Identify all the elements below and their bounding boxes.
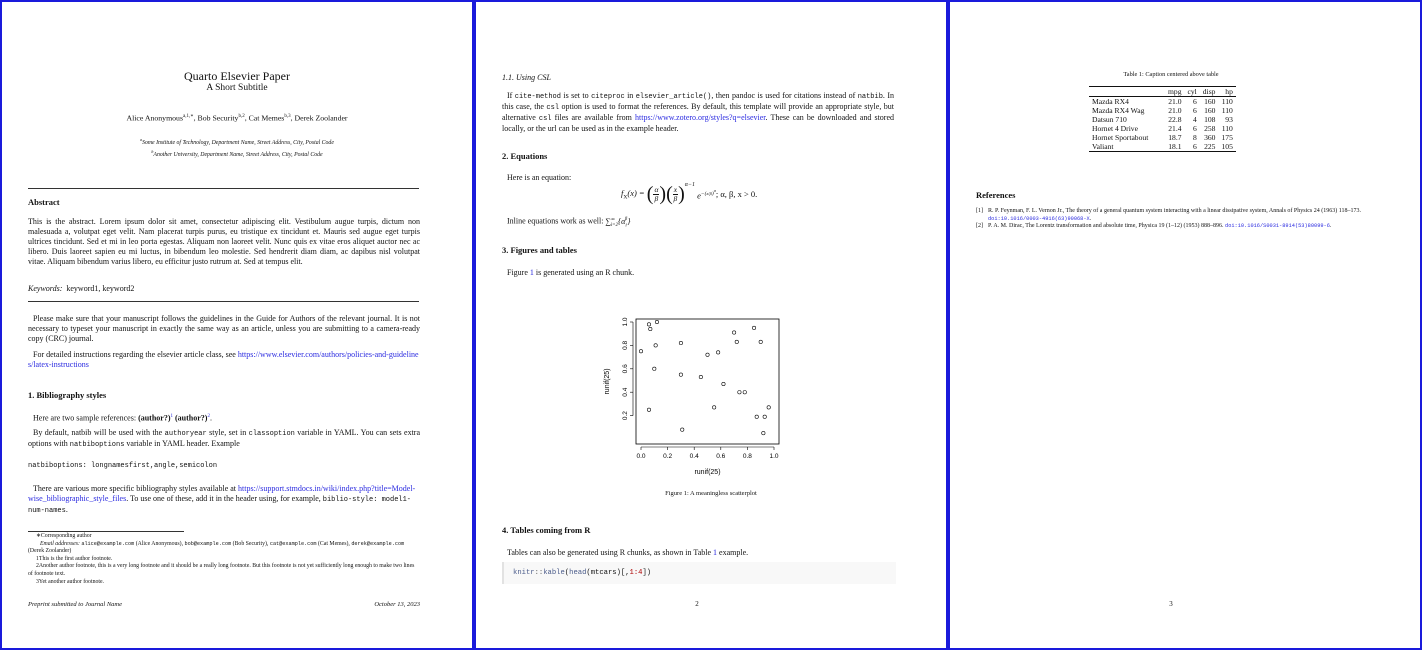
y-tick-label: 0.2	[622, 411, 629, 421]
page-number-3: 3	[1169, 600, 1173, 608]
intro-paragraph: Please make sure that your manuscript follows the guidelines in the Guide for Authors of the relevant journal. It is not necessary to typeset your manuscript in exactly the same way as an article, unless you are submitting to a camera-ready copy (CRC) journal.	[28, 314, 420, 343]
reference-1-text: R. P. Feynman, F. L. Vernon Jr., The theory of a general quantum system interacting with a linear dissipative system, Annals of Physics 24 (1963) 118–173.	[988, 208, 1362, 214]
paper-subtitle: A Short Subtitle	[206, 83, 268, 93]
footnote-emails	[28, 541, 420, 556]
csl-text-b: is set to	[560, 91, 592, 100]
code-csl-2: csl	[538, 115, 552, 123]
author-3: , Cat Memes	[244, 113, 285, 123]
table-header-cell: hp	[1225, 87, 1233, 96]
email-alice: alice@example.com	[81, 540, 135, 547]
table-header-cell: cyl	[1187, 87, 1197, 96]
csl-text-g: files are available from	[551, 113, 636, 122]
table-cell: 258	[1204, 124, 1216, 133]
reference-1-number: [1]	[976, 208, 983, 214]
inline-equation-text: Inline equations work as well:	[507, 216, 606, 226]
code-paren: (	[564, 569, 570, 577]
table-header-row	[1089, 87, 1236, 97]
mtcars-table-wrap	[1089, 86, 1236, 152]
table-row	[1089, 106, 1236, 115]
citation-2[interactable]: (author?)	[175, 413, 208, 423]
page-2	[474, 0, 948, 650]
abstract-text: This is the abstract. Lorem ipsum dolor sit amet, consectetur adipiscing elit. Vestibulum augue turpis, dictum non malesuada a, volutpat eget velit. Nam placerat turpis purus, eu tristique ex tincidunt et. Mauris sed augue eget turpis ultrices tincidunt. Sed et mi in leo porta egestas. Aliquam non laoreet velit. Nunc quis ex vitae eros aliquet auctor nec ac libero. Duis laoreet sapien eu mi luctus, in bibendum leo molestie. Sed hendrerit diam diam, ac dapibus nisl volutpat vitae. Aliquam bibendum varius libero, eu efficitur justo rutrum at. Sed at tempus elit.	[28, 217, 420, 266]
scatter-point	[735, 340, 738, 343]
csl-text-d: , then pandoc is used for citations instead of	[711, 91, 858, 100]
reference-list	[976, 208, 1372, 231]
scatter-point	[755, 415, 758, 418]
scatter-point	[699, 375, 702, 378]
natbib-text-a: By default, natbib will be used with the	[33, 428, 165, 437]
author-2-marks: b,2	[238, 114, 245, 119]
email-label: Email addresses:	[40, 540, 82, 547]
scatter-point	[649, 327, 652, 330]
affiliation-b	[2, 149, 472, 158]
reference-1	[976, 208, 1372, 223]
data-points	[639, 320, 770, 435]
inline-equation: $\sum^\infty_{i=2}\{\alpha_i^\beta\}$	[605, 216, 631, 229]
natbiboptions-code-block: natbiboptions: longnamesfirst,angle,semicolon	[28, 462, 218, 470]
paper-title: Quarto Elsevier Paper	[184, 69, 290, 83]
footnote-2: 2Another author footnote, this is a very long footnote and it should be a really long footnote. But this footnote is not yet sufficiently long enough to make two lines of footnote text.	[28, 563, 415, 577]
x-tick-label: 0.2	[663, 453, 673, 460]
table-cell: 18.1	[1168, 142, 1182, 151]
display-equation	[621, 180, 757, 208]
table-cell: 4	[1193, 115, 1197, 124]
email-bob-name: (Bob Security),	[231, 540, 270, 547]
code-range: 1:4	[629, 569, 643, 577]
footnote-3: 3Yet another author footnote.	[36, 578, 104, 585]
subsection-1-1-heading: 1.1. Using CSL	[502, 73, 551, 82]
affiliation-a	[2, 137, 472, 146]
footnote-rule	[28, 531, 184, 532]
code-kable: kable	[543, 569, 565, 577]
author-1-marks: a,1,∗	[182, 114, 194, 119]
abstract-bottom-rule	[28, 301, 419, 302]
code-knitr: knitr	[513, 569, 535, 577]
table-cell: 110	[1221, 124, 1233, 133]
code-citeproc: citeproc	[591, 93, 625, 101]
table-cell: 6	[1193, 124, 1197, 133]
page-number-2: 2	[695, 600, 699, 608]
reference-1-body: R. P. Feynman, F. L. Vernon Jr., The theory of a general quantum system interacting with a linear dissipative system, Annals of Physics 24 (1963) 118–173. doi:10.1016/0003-4916(63)90068-X.	[988, 208, 1362, 222]
code-cite-method: cite-method	[514, 93, 561, 101]
code-natbiboptions: natbiboptions	[69, 441, 125, 449]
reference-2-number: [2]	[976, 223, 983, 230]
r-code-block	[502, 562, 896, 584]
biblio-text-a: There are various more specific bibliography styles available at	[33, 484, 239, 493]
natbib-text-c: variable in YAML. You can sets extra options with	[28, 428, 421, 448]
table-cell: 18.7	[1168, 133, 1182, 142]
table-cell: 6	[1193, 142, 1197, 151]
sample-references-text: Here are two sample references:	[33, 413, 139, 423]
page-1	[0, 0, 474, 650]
biblio-styles-paragraph	[28, 484, 420, 516]
code-head: head	[569, 569, 587, 577]
x-axis	[636, 447, 778, 460]
email-derek: derek@example.com	[351, 540, 405, 547]
natbib-paragraph	[28, 428, 420, 450]
table-cell: Mazda RX4	[1092, 97, 1129, 106]
y-axis-label: runif(25)	[604, 368, 611, 395]
code-arg: (mtcars)[,	[586, 569, 630, 577]
eq-paren-close-2: )	[678, 182, 685, 205]
footnotes	[28, 533, 420, 586]
author-3-marks: b,3	[284, 114, 291, 119]
scatter-point	[762, 431, 765, 434]
csl-text-h: . These can be downloaded and stored locally, or the url can be used as in the example header.	[502, 113, 895, 133]
x-tick-label: 1.0	[769, 453, 779, 460]
equation-intro: Here is an equation:	[507, 173, 572, 182]
table-cell: Valiant	[1092, 142, 1114, 151]
y-tick-label: 0.6	[622, 364, 629, 374]
instructions-text: For detailed instructions regarding the elsevier article class, see	[33, 350, 238, 359]
table-cell: 360	[1204, 133, 1216, 142]
eq-exponent: α−1	[684, 182, 695, 188]
instructions-paragraph	[28, 350, 420, 370]
keywords	[28, 284, 134, 294]
scatter-point	[767, 406, 770, 409]
biblio-text-b: . To use one of these, add it in the header using, for example,	[126, 494, 323, 503]
scatter-point	[653, 367, 656, 370]
table-cell: 225	[1204, 142, 1216, 151]
table-row	[1089, 115, 1236, 124]
scatter-point	[639, 350, 642, 353]
scatter-point	[732, 331, 735, 334]
table-cell: Hornet Sportabout	[1092, 133, 1149, 142]
scatter-point	[716, 351, 719, 354]
y-tick-label: 1.0	[622, 317, 629, 327]
x-tick-label: 0.8	[742, 453, 752, 460]
scatter-point	[647, 323, 650, 326]
x-tick-label: 0.0	[636, 453, 646, 460]
scatter-point	[679, 341, 682, 344]
scatter-point	[706, 353, 709, 356]
references-heading: References	[976, 190, 1016, 200]
code-csl: csl	[546, 104, 560, 112]
reference-2-text: P. A. M. Dirac, The Lorentz transformation and absolute time, Physica 19 (1–12) (1953) 888–896.	[988, 223, 1226, 230]
table-cell: 8	[1193, 133, 1197, 142]
table-cell: Mazda RX4 Wag	[1092, 106, 1145, 115]
csl-text-e: . In this case, the	[502, 91, 894, 111]
code-elsevier-article: elsevier_article()	[635, 93, 712, 101]
table-cell: 6	[1193, 97, 1197, 106]
scatter-point	[655, 320, 658, 323]
table-header-cell: mpg	[1168, 87, 1182, 96]
elsevier-instructions-link[interactable]: https://www.elsevier.com/authors/policies-and-guidelines/latex-instructions	[28, 350, 419, 369]
table-caption: Table 1: Caption centered above table	[1123, 71, 1219, 78]
y-axis	[622, 317, 633, 420]
figure-caption: Figure 1: A meaningless scatterplot	[665, 490, 757, 497]
table-cell: 108	[1204, 115, 1216, 124]
scatter-point	[654, 344, 657, 347]
table-cell: 105	[1221, 142, 1233, 151]
email-derek-name: (Derek Zoolander)	[28, 548, 72, 555]
code-authoryear: authoryear	[164, 430, 207, 438]
eq-frac-alpha-beta: α β	[654, 184, 659, 203]
figure-1-link[interactable]: 1	[529, 268, 534, 277]
table-row	[1089, 133, 1236, 142]
scatter-point	[679, 373, 682, 376]
citation-1-number[interactable]: 1	[170, 414, 174, 419]
footnote-1: 1This is the first author footnote.	[36, 555, 113, 562]
csl-paragraph	[502, 91, 894, 134]
code-namespace-op: ::	[534, 569, 544, 577]
y-tick-label: 0.8	[622, 340, 629, 350]
email-cat-name: (Cat Memes),	[316, 540, 352, 547]
citation-1[interactable]: (author?)	[138, 413, 171, 423]
code-natbib: natbib	[857, 93, 883, 101]
scatterplot	[596, 307, 796, 482]
scatter-point	[743, 391, 746, 394]
natbib-text-b: style, set in	[206, 428, 249, 437]
eq-paren-open-2: (	[666, 182, 673, 205]
author-2: , Bob Security	[193, 113, 239, 123]
abstract-top-rule	[28, 188, 419, 189]
section-2-heading: 2. Equations	[502, 151, 548, 161]
author-list	[2, 113, 472, 123]
table-cell: Datsun 710	[1092, 115, 1127, 124]
table-cell: 21.4	[1168, 124, 1182, 133]
figure-reference-line	[507, 268, 634, 278]
citation-2-number[interactable]: 2	[207, 414, 210, 419]
csl-text-f: option is used to format the references. By default, this template will provide an appropriate style, but alternative	[502, 102, 894, 122]
eq-tail: ; α, β, x > 0.	[715, 189, 758, 199]
table-cell: 175	[1221, 133, 1233, 142]
table-header-cell: disp	[1202, 87, 1216, 96]
email-alice-name: (Alice Anonymous),	[134, 540, 185, 547]
section-4-heading: 4. Tables coming from R	[502, 525, 591, 535]
affiliation-b-text: Another University, Department Name, Street Address, City, Postal Code	[153, 151, 323, 158]
section-1-heading: 1. Bibliography styles	[28, 390, 107, 400]
eq-paren-open-1: (	[646, 182, 654, 205]
scatter-point	[681, 428, 684, 431]
affiliation-b-mark: b	[151, 149, 154, 154]
abstract-heading: Abstract	[28, 197, 60, 207]
footer-journal: Preprint submitted to Journal Name	[28, 601, 123, 608]
figure-ref-text-a: Figure	[507, 268, 530, 277]
page-3	[948, 0, 1422, 650]
keywords-value: keyword1, keyword2	[66, 284, 135, 293]
reference-2-doi[interactable]: doi:10.1016/S0031-8914(53)80099-6	[1225, 223, 1330, 230]
biblio-text-c: .	[65, 505, 68, 514]
footnote-corresponding: ∗Corresponding author	[36, 533, 92, 539]
code-classoption: classoption	[248, 430, 295, 438]
table-cell: 21.0	[1168, 106, 1182, 115]
code-close: ])	[642, 569, 652, 577]
table-cell: Hornet 4 Drive	[1092, 124, 1138, 133]
table-reference-line	[507, 548, 748, 558]
x-tick-label: 0.4	[689, 453, 699, 460]
stmdocs-link[interactable]: https://support.stmdocs.in/wiki/index.php?title=Model-wise_bibliographic_style_files	[28, 484, 416, 503]
natbib-text-d: variable in YAML header. Example	[124, 439, 240, 448]
email-cat: cat@example.com	[269, 540, 317, 547]
author-4: , Derek Zoolander	[290, 113, 348, 123]
table-header-cell	[1089, 87, 1165, 97]
email-bob: bob@example.com	[184, 540, 232, 547]
table-cell: 110	[1221, 97, 1233, 106]
table-cell: 160	[1204, 97, 1216, 106]
x-tick-label: 0.6	[716, 453, 726, 460]
table-ref-text-a: Tables can also be generated using R chunks, as shown in Table	[507, 548, 714, 557]
reference-2-body: P. A. M. Dirac, The Lorentz transformation and absolute time, Physica 19 (1–12) (1953) 888–896. doi:10.1016/S0031-8914(53)80099-6.	[988, 223, 1332, 230]
author-1: Alice Anonymous	[126, 113, 183, 123]
table-cell: 110	[1221, 106, 1233, 115]
table-1-link[interactable]: 1	[713, 548, 718, 557]
table-cell: 22.8	[1168, 115, 1182, 124]
scatter-point	[738, 391, 741, 394]
r-code-line	[513, 569, 651, 577]
eq-lhs: $f_X(x)$ =	[621, 187, 647, 201]
sample-references-line: Here are two sample references: (author?)$^1$ (author?)$^2$.	[33, 413, 212, 423]
table-row	[1089, 142, 1236, 151]
csl-text-c: in	[624, 91, 636, 100]
eq-exp: $e^{-(x/\beta)^\alpha}$	[694, 187, 716, 201]
csl-text-a: If	[507, 91, 515, 100]
affiliation-a-text: Some Institute of Technology, Department Name, Street Address, City, Postal Code	[142, 139, 334, 146]
footer-date: October 13, 2023	[374, 601, 420, 608]
section-3-heading: 3. Figures and tables	[502, 245, 577, 255]
figure-ref-text-b: is generated using an R chunk.	[533, 268, 635, 277]
scatter-point	[722, 382, 725, 385]
table-cell: 93	[1225, 115, 1233, 124]
inline-equation-line	[507, 215, 630, 231]
table-ref-text-b: example.	[717, 548, 749, 557]
eq-paren-close-1: )	[659, 182, 667, 205]
scatter-point	[712, 406, 715, 409]
scatter-point	[759, 340, 762, 343]
scatter-point	[647, 408, 650, 411]
keywords-label: Keywords:	[28, 284, 63, 293]
reference-2	[976, 223, 1372, 231]
affiliation-a-mark: a	[140, 137, 143, 142]
zotero-styles-link[interactable]: https://www.zotero.org/styles?q=elsevier	[635, 113, 766, 122]
plot-frame	[636, 319, 779, 444]
scatter-point	[763, 415, 766, 418]
code-biblio-style: biblio-style: model1-num-names	[28, 496, 411, 515]
y-tick-label: 0.4	[622, 387, 629, 397]
table-row	[1089, 124, 1236, 133]
mtcars-table	[1089, 87, 1236, 151]
x-axis-label: runif(25)	[694, 469, 721, 476]
eq-frac-x-beta: x β	[673, 184, 678, 203]
reference-1-doi[interactable]: doi:10.1016/0003-4916(63)90068-X	[988, 215, 1090, 222]
table-row	[1089, 97, 1236, 107]
table-cell: 6	[1193, 106, 1197, 115]
table-cell: 21.0	[1168, 97, 1182, 106]
table-cell: 160	[1204, 106, 1216, 115]
scatter-point	[752, 326, 755, 329]
